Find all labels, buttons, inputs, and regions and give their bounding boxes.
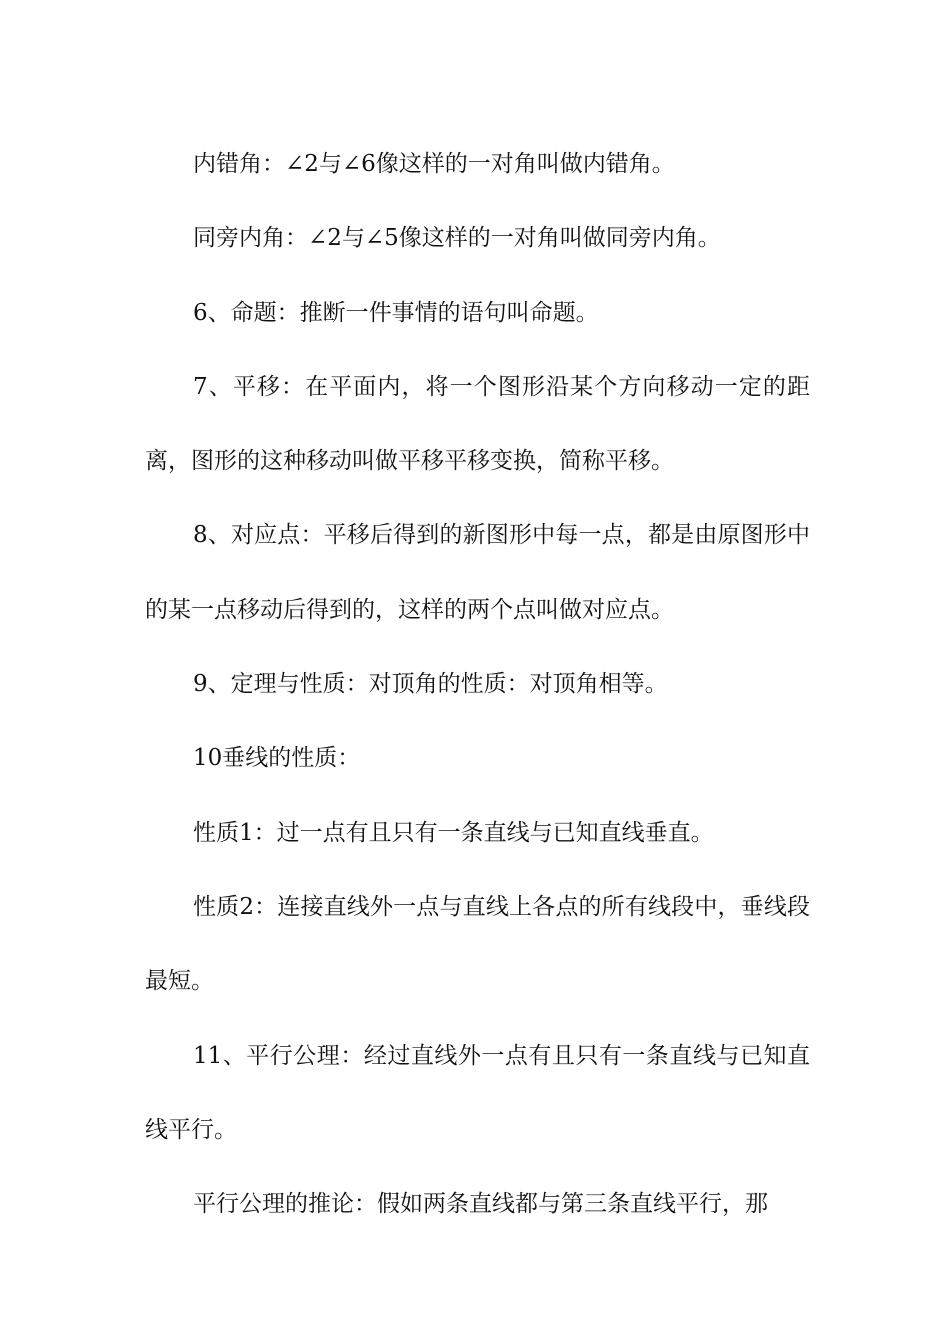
paragraph-property-1: 性质1：过一点有且只有一条直线与已知直线垂直。 (193, 819, 714, 846)
paragraph-corresponding-points: 8、对应点：平移后得到的新图形中每一点，都是由原图形中的某一点移动后得到的，这样的两个点叫做对应点。 (145, 522, 810, 623)
paragraph-alternate-interior-angles: 内错角：∠2与∠6像这样的一对角叫做内错角。 (193, 151, 675, 177)
paragraph-perpendicular-properties: 10垂线的性质： (193, 745, 361, 772)
paragraph-parallel-corollary: 平行公理的推论：假如两条直线都与第三条直线平行，那 (193, 1191, 768, 1218)
paragraph-parallel-postulate: 11、平行公理：经过直线外一点有且只有一条直线与已知直线平行。 (145, 1042, 810, 1143)
paragraph-translation: 7、平移：在平面内，将一个图形沿某个方向移动一定的距离，图形的这种移动叫做平移平移变换，简称平移。 (145, 373, 810, 475)
paragraph-theorem-vertical-angles: 9、定理与性质：对顶角的性质：对顶角相等。 (193, 671, 668, 698)
paragraph-proposition: 6、命题：推断一件事情的语句叫命题。 (193, 299, 599, 326)
document-body (145, 127, 810, 1241)
paragraph-same-side-interior-angles: 同旁内角：∠2与∠5像这样的一对角叫做同旁内角。 (193, 225, 721, 252)
paragraph-property-2: 性质2：连接直线外一点与直线上各点的所有线段中，垂线段最短。 (145, 893, 810, 995)
